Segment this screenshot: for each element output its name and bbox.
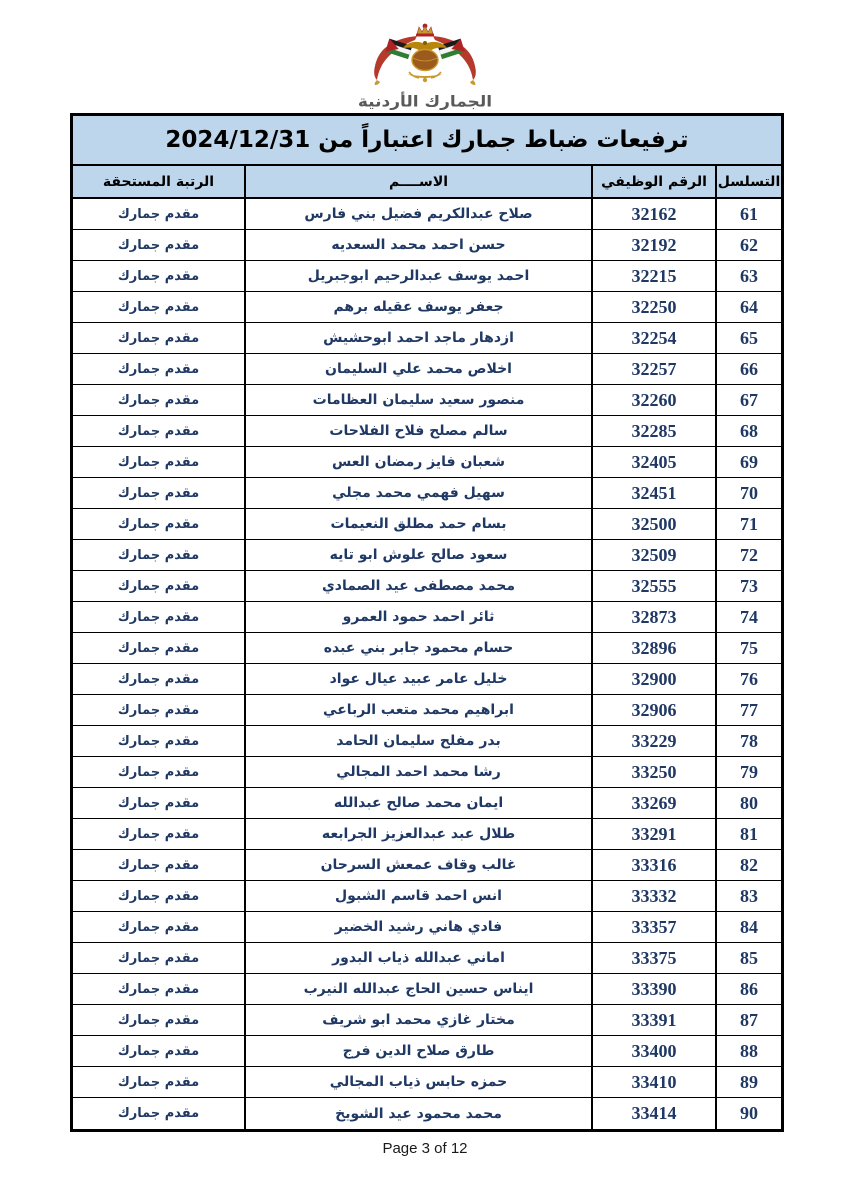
row-name: فادي هاني رشيد الخضير [244, 912, 591, 942]
row-name: ابراهيم محمد متعب الرباعي [244, 695, 591, 725]
row-employee-number: 32500 [591, 509, 715, 539]
row-employee-number: 33400 [591, 1036, 715, 1066]
row-name: محمد مصطفى عيد الصمادي [244, 571, 591, 601]
jordan-coat-of-arms-icon [359, 22, 491, 86]
row-name: سعود صالح علوش ابو تايه [244, 540, 591, 570]
row-serial: 73 [715, 571, 781, 601]
row-employee-number: 32555 [591, 571, 715, 601]
row-employee-number: 33269 [591, 788, 715, 818]
row-serial: 75 [715, 633, 781, 663]
table-row [73, 1005, 781, 1036]
row-name: حسام محمود جابر بني عبده [244, 633, 591, 663]
row-rank: مقدم جمارك [117, 1012, 200, 1028]
row-employee-number: 33291 [591, 819, 715, 849]
row-serial: 88 [715, 1036, 781, 1066]
row-serial: 86 [715, 974, 781, 1004]
row-name: ثائر احمد حمود العمرو [244, 602, 591, 632]
row-name: حسن احمد محمد السعديه [244, 230, 591, 260]
table-row [73, 664, 781, 695]
table-row [73, 385, 781, 416]
row-rank: مقدم جمارك [117, 764, 200, 780]
row-name: طارق صلاح الدين فرج [244, 1036, 591, 1066]
row-rank: مقدم جمارك [117, 361, 200, 377]
header-name: الاســــم [244, 166, 591, 197]
table-row [73, 726, 781, 757]
row-rank: مقدم جمارك [117, 1106, 200, 1121]
row-employee-number: 33357 [591, 912, 715, 942]
row-name: صلاح عبدالكريم فضيل بني فارس [244, 199, 591, 229]
table-row [73, 943, 781, 974]
row-rank: مقدم جمارك [117, 733, 200, 749]
row-rank: مقدم جمارك [117, 1074, 200, 1090]
row-rank: مقدم جمارك [117, 516, 200, 532]
row-name: انس احمد قاسم الشبول [244, 881, 591, 911]
row-employee-number: 32451 [591, 478, 715, 508]
row-rank: مقدم جمارك [117, 671, 200, 687]
row-serial: 87 [715, 1005, 781, 1035]
table-row [73, 292, 781, 323]
row-serial: 66 [715, 354, 781, 384]
row-employee-number: 32873 [591, 602, 715, 632]
table-row [73, 323, 781, 354]
row-employee-number: 33375 [591, 943, 715, 973]
row-serial: 78 [715, 726, 781, 756]
row-name: خليل عامر عبيد عيال عواد [244, 664, 591, 694]
row-employee-number: 32162 [591, 199, 715, 229]
table-row [73, 602, 781, 633]
table-row [73, 571, 781, 602]
table-row [73, 447, 781, 478]
row-name: منصور سعيد سليمان العظامات [244, 385, 591, 415]
row-employee-number: 32509 [591, 540, 715, 570]
row-serial: 68 [715, 416, 781, 446]
row-rank: مقدم جمارك [117, 1043, 200, 1059]
row-rank: مقدم جمارك [117, 578, 200, 594]
row-serial: 70 [715, 478, 781, 508]
row-name: غالب وقاف عمعش السرحان [244, 850, 591, 880]
row-name: مختار غازي محمد ابو شريف [244, 1005, 591, 1035]
row-rank: مقدم جمارك [117, 888, 200, 904]
row-name: ازدهار ماجد احمد ابوحشيش [244, 323, 591, 353]
table-row [73, 199, 781, 230]
row-serial: 61 [715, 199, 781, 229]
table-row [73, 819, 781, 850]
row-rank: مقدم جمارك [117, 950, 200, 966]
row-employee-number: 33316 [591, 850, 715, 880]
row-employee-number: 33229 [591, 726, 715, 756]
table-row [73, 974, 781, 1005]
row-employee-number: 32285 [591, 416, 715, 446]
row-serial: 69 [715, 447, 781, 477]
table-title-band [73, 116, 781, 166]
document-header [0, 22, 850, 112]
row-rank: مقدم جمارك [117, 423, 200, 439]
header-serial: التسلسل [715, 166, 781, 197]
row-serial: 82 [715, 850, 781, 880]
table-row [73, 633, 781, 664]
row-employee-number: 33410 [591, 1067, 715, 1097]
row-name: جعفر يوسف عقيله برهم [244, 292, 591, 322]
row-employee-number: 32254 [591, 323, 715, 353]
row-name: احمد يوسف عبدالرحيم ابوجبريل [244, 261, 591, 291]
row-rank: مقدم جمارك [117, 609, 200, 625]
table-row [73, 416, 781, 447]
row-employee-number: 32405 [591, 447, 715, 477]
row-employee-number: 32900 [591, 664, 715, 694]
row-name: بدر مفلح سليمان الحامد [244, 726, 591, 756]
row-rank: مقدم جمارك [117, 268, 200, 284]
row-serial: 81 [715, 819, 781, 849]
page-number-label: Page 3 of 12 [382, 1140, 468, 1157]
row-serial: 72 [715, 540, 781, 570]
table-row [73, 230, 781, 261]
table-row [73, 261, 781, 292]
row-employee-number: 33414 [591, 1098, 715, 1129]
table-title: ترفيعات ضباط جمارك اعتباراً من 2024/12/31 [165, 127, 689, 153]
row-rank: مقدم جمارك [117, 826, 200, 842]
table-row [73, 354, 781, 385]
row-serial: 90 [715, 1098, 781, 1129]
row-employee-number: 32250 [591, 292, 715, 322]
row-rank: مقدم جمارك [117, 547, 200, 563]
row-rank: مقدم جمارك [117, 485, 200, 501]
row-employee-number: 32215 [591, 261, 715, 291]
row-serial: 65 [715, 323, 781, 353]
table-row [73, 540, 781, 571]
table-row [73, 788, 781, 819]
row-employee-number: 33390 [591, 974, 715, 1004]
page-footer [0, 1140, 850, 1157]
row-serial: 89 [715, 1067, 781, 1097]
row-name: سالم مصلح فلاح الفلاحات [244, 416, 591, 446]
row-rank: مقدم جمارك [117, 237, 200, 253]
row-name: ايناس حسين الحاج عبدالله النيرب [244, 974, 591, 1004]
table-row [73, 1067, 781, 1098]
row-serial: 74 [715, 602, 781, 632]
table-row [73, 1036, 781, 1067]
row-employee-number: 32192 [591, 230, 715, 260]
row-name: محمد محمود عيد الشويخ [244, 1098, 591, 1129]
row-rank: مقدم جمارك [117, 392, 200, 408]
header-rank: الرتبة المستحقة [102, 173, 215, 190]
table-body [73, 199, 781, 1129]
row-rank: مقدم جمارك [117, 206, 200, 222]
row-serial: 67 [715, 385, 781, 415]
row-name: طلال عبد عبدالعزيز الجرابعه [244, 819, 591, 849]
row-employee-number: 33250 [591, 757, 715, 787]
jordan-customs-calligraphy: الجمارك الأردنية [357, 93, 493, 111]
row-name: حمزه حابس ذياب المجالي [244, 1067, 591, 1097]
row-name: رشا محمد احمد المجالي [244, 757, 591, 787]
header-employee-number: الرقم الوظيفي [591, 166, 715, 197]
row-rank: مقدم جمارك [117, 330, 200, 346]
row-employee-number: 33332 [591, 881, 715, 911]
row-name: ايمان محمد صالح عبدالله [244, 788, 591, 818]
row-serial: 85 [715, 943, 781, 973]
row-rank: مقدم جمارك [117, 981, 200, 997]
row-serial: 71 [715, 509, 781, 539]
row-rank: مقدم جمارك [117, 702, 200, 718]
row-employee-number: 32906 [591, 695, 715, 725]
row-serial: 83 [715, 881, 781, 911]
row-rank: مقدم جمارك [117, 919, 200, 935]
row-rank: مقدم جمارك [117, 454, 200, 470]
table-row [73, 881, 781, 912]
promotions-table [70, 113, 784, 1132]
row-rank: مقدم جمارك [117, 857, 200, 873]
row-rank: مقدم جمارك [117, 795, 200, 811]
row-employee-number: 33391 [591, 1005, 715, 1035]
table-header-row [73, 166, 781, 199]
table-row [73, 912, 781, 943]
row-name: شعبان فايز رمضان العس [244, 447, 591, 477]
table-row [73, 509, 781, 540]
row-name: اماني عبدالله ذياب البدور [244, 943, 591, 973]
row-employee-number: 32257 [591, 354, 715, 384]
row-serial: 63 [715, 261, 781, 291]
row-name: سهيل فهمي محمد مجلي [244, 478, 591, 508]
row-serial: 79 [715, 757, 781, 787]
row-serial: 84 [715, 912, 781, 942]
row-serial: 62 [715, 230, 781, 260]
table-row [73, 850, 781, 881]
table-row [73, 757, 781, 788]
row-name: بسام حمد مطلق النعيمات [244, 509, 591, 539]
table-row [73, 1098, 781, 1129]
table-row [73, 478, 781, 509]
row-rank: مقدم جمارك [117, 299, 200, 315]
row-serial: 64 [715, 292, 781, 322]
table-row [73, 695, 781, 726]
row-name: اخلاص محمد علي السليمان [244, 354, 591, 384]
row-serial: 76 [715, 664, 781, 694]
row-employee-number: 32896 [591, 633, 715, 663]
row-serial: 77 [715, 695, 781, 725]
row-employee-number: 32260 [591, 385, 715, 415]
row-rank: مقدم جمارك [117, 640, 200, 656]
row-serial: 80 [715, 788, 781, 818]
